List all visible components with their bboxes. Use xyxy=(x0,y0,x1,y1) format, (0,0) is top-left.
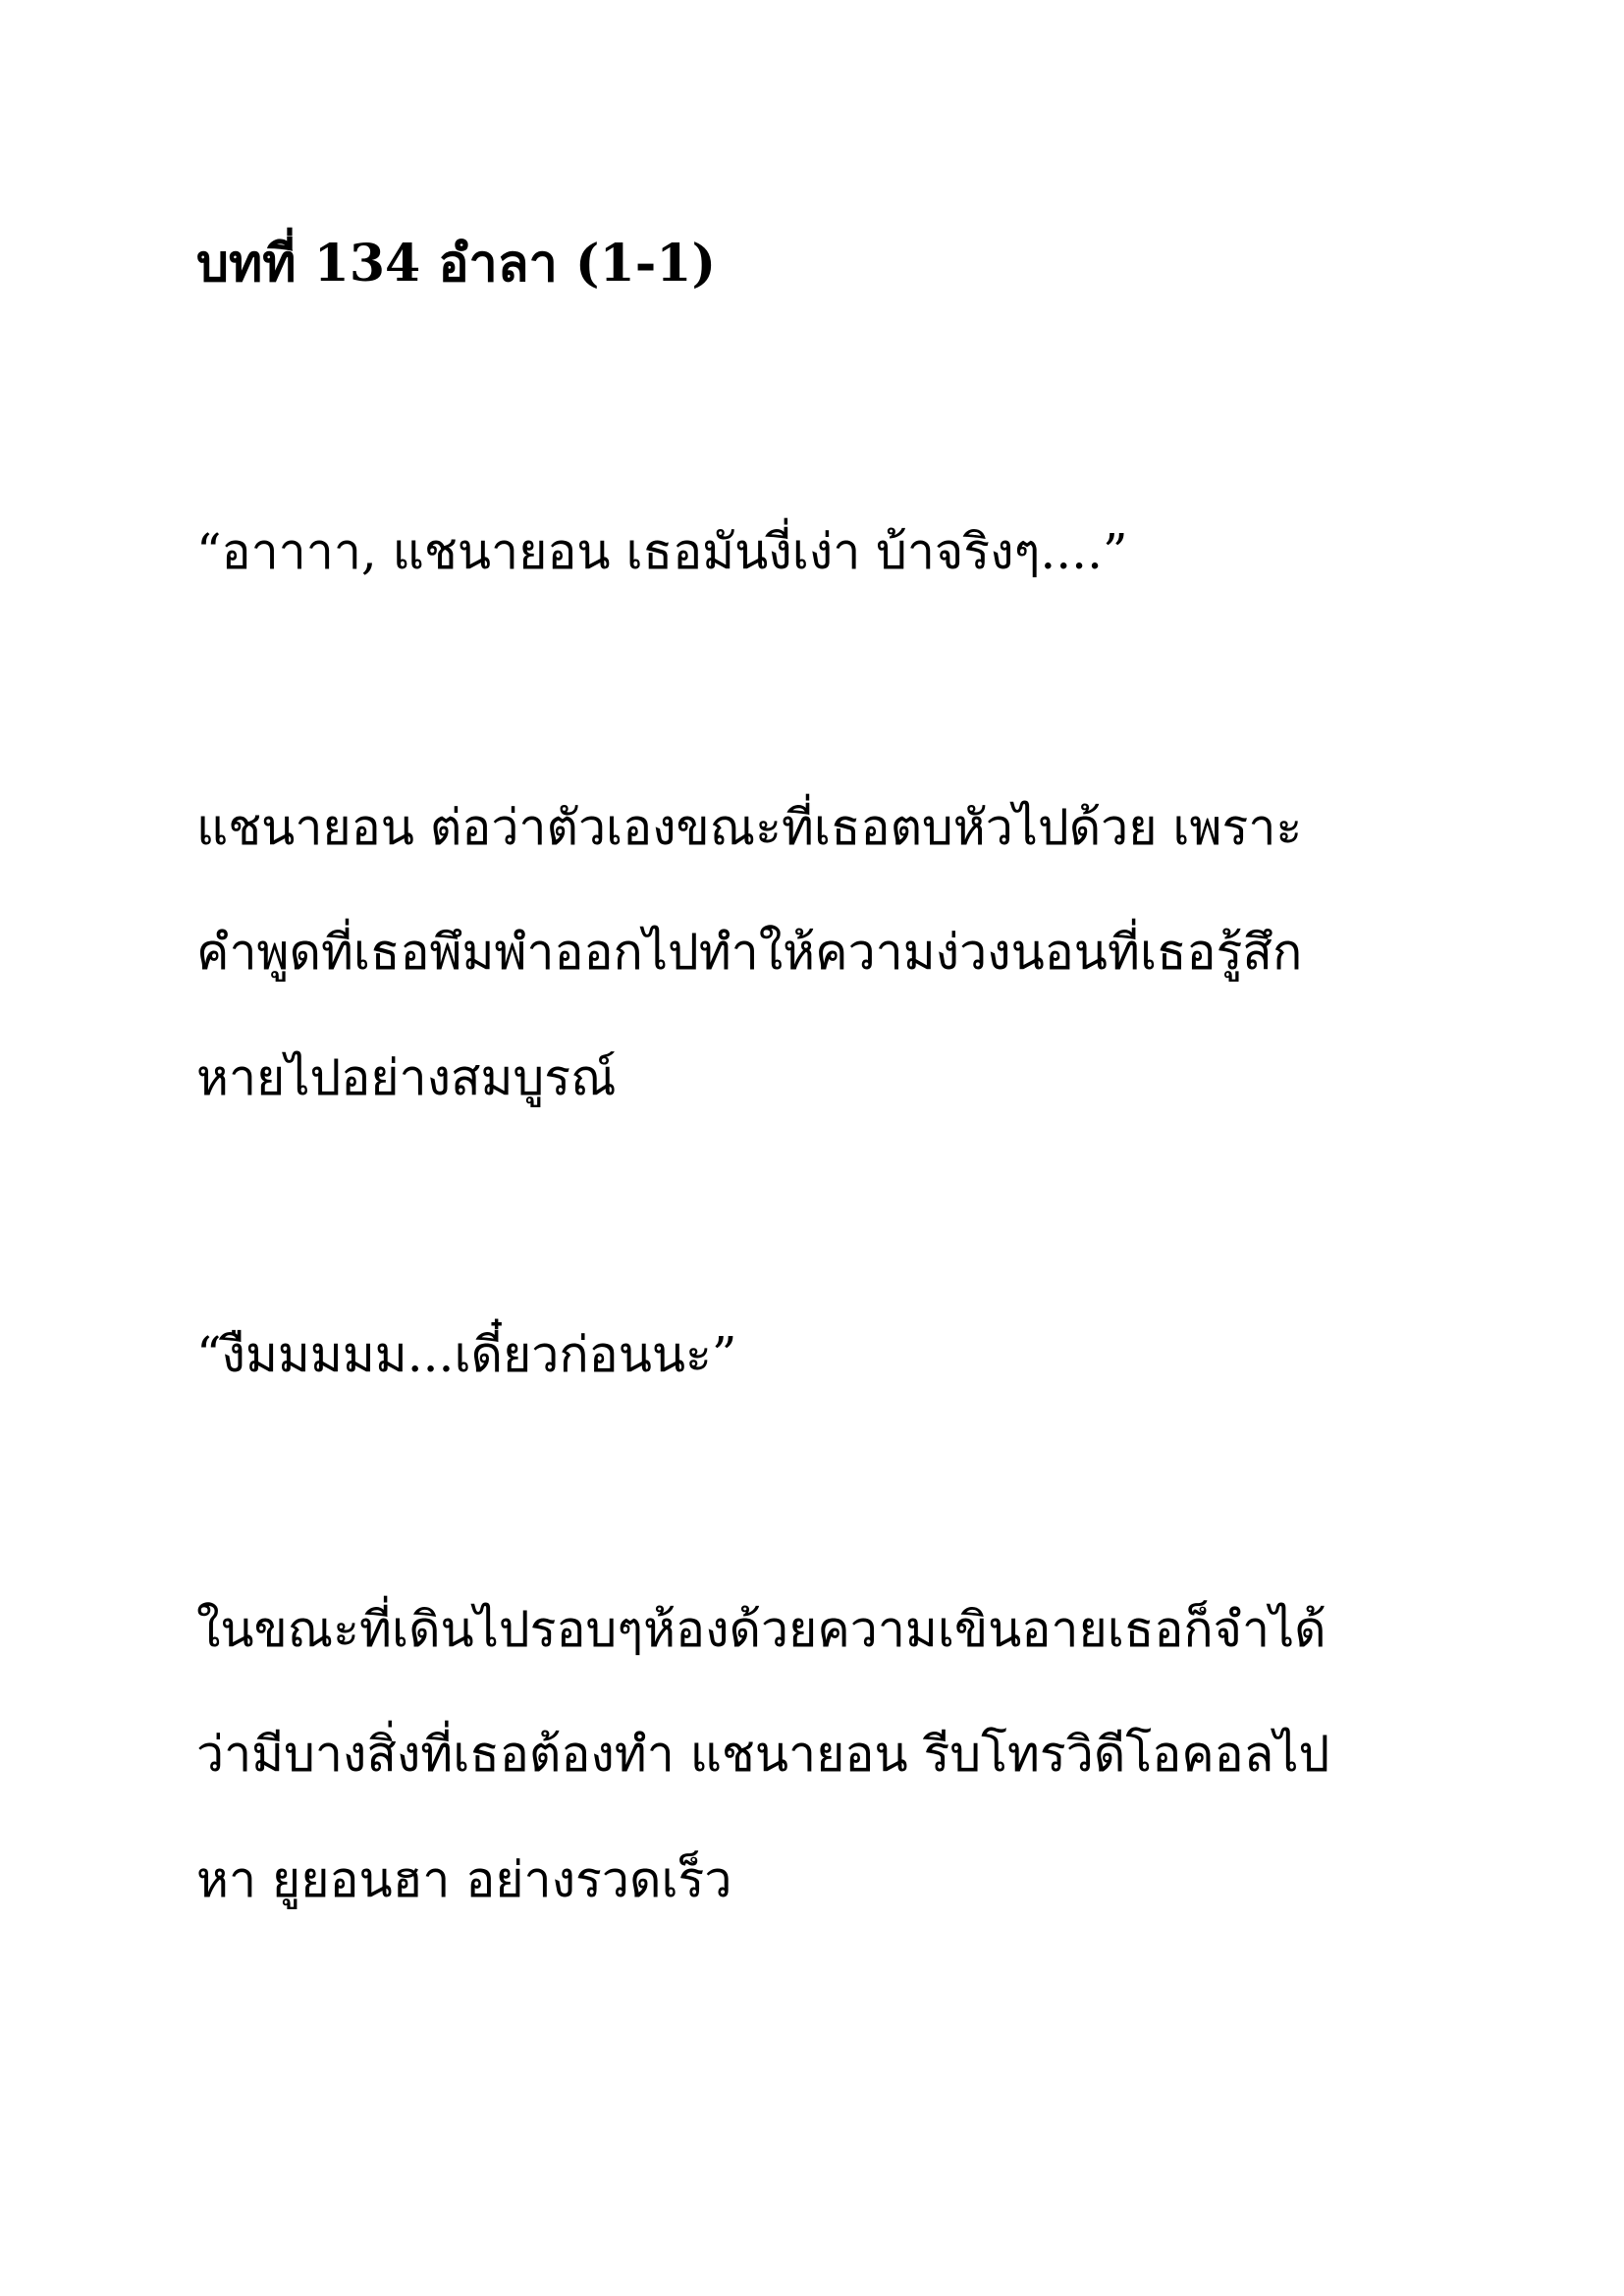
paragraph-2-line-3: หายไปอย่างสมบูรณ์ xyxy=(196,1049,617,1106)
paragraph-2-line-1: แชนายอน ต่อว่าตัวเองขณะที่เธอตบหัวไปด้วย เพราะ xyxy=(196,799,1303,856)
paragraph-4-line-1: ในขณะที่เดินไปรอบๆห้องด้วยความเขินอายเธอก็จำได้ xyxy=(196,1601,1326,1658)
paragraph-1-line-1: “อาาาา, แชนายอน เธอมันงี่เง่า บ้าจริงๆ....” xyxy=(196,523,1128,580)
chapter-title: บทที่ 134 อำลา (1-1) xyxy=(196,234,717,294)
paragraph-3-line-1: “งืมมมมม...เดี๋ยวก่อนนะ” xyxy=(196,1326,737,1383)
paragraph-4-line-3: หา ยูยอนฮา อย่างรวดเร็ว xyxy=(196,1851,732,1908)
paragraph-4-line-2: ว่ามีบางสิ่งที่เธอต้องทำ แชนายอน รีบโทรวิดีโอคอลไป xyxy=(196,1726,1330,1783)
paragraph-2-line-2: คำพูดที่เธอพึมพำออกไปทำให้ความง่วงนอนที่เธอรู้สึก xyxy=(196,924,1303,981)
